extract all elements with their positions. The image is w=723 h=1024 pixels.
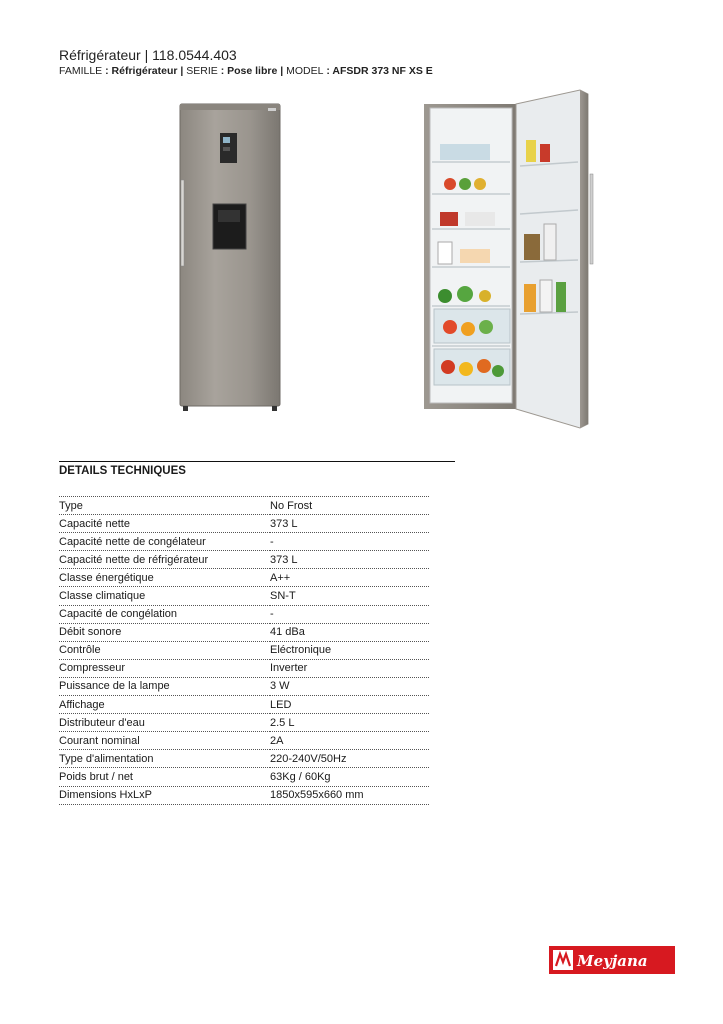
spec-row <box>59 732 429 750</box>
spec-label: Capacité nette <box>59 515 270 533</box>
spec-value: 2.5 L <box>270 714 429 732</box>
spec-row <box>59 659 429 677</box>
spec-label: Capacité nette de congélateur <box>59 533 270 551</box>
spec-value: Inverter <box>270 659 429 677</box>
spec-row <box>59 714 429 732</box>
section-divider <box>59 461 455 462</box>
brand-logo <box>549 946 675 974</box>
spec-label: Débit sonore <box>59 623 270 641</box>
spec-row <box>59 768 429 786</box>
fridge-closed-image <box>176 100 286 415</box>
spec-row <box>59 623 429 641</box>
spec-row <box>59 551 429 569</box>
serie-value: Pose libre <box>227 65 278 77</box>
model-value: AFSDR 373 NF XS E <box>332 65 433 77</box>
spec-value: 41 dBa <box>270 623 429 641</box>
spec-label: Dimensions HxLxP <box>59 786 270 804</box>
spec-value: 63Kg / 60Kg <box>270 768 429 786</box>
spec-row <box>59 677 429 695</box>
spec-value: A++ <box>270 569 429 587</box>
model-label: MODEL <box>286 65 324 77</box>
spec-row <box>59 587 429 605</box>
spec-row <box>59 605 429 623</box>
spec-value: - <box>270 533 429 551</box>
spec-label: Puissance de la lampe <box>59 677 270 695</box>
spec-value: 373 L <box>270 551 429 569</box>
spec-value: Eléctronique <box>270 641 429 659</box>
spec-row <box>59 515 429 533</box>
spec-label: Capacité de congélation <box>59 605 270 623</box>
spec-value: LED <box>270 696 429 714</box>
spec-label: Contrôle <box>59 641 270 659</box>
spec-label: Classe énergétique <box>59 569 270 587</box>
spec-label: Type d'alimentation <box>59 750 270 768</box>
spec-label: Distributeur d'eau <box>59 714 270 732</box>
spec-row <box>59 696 429 714</box>
spec-value: 1850x595x660 mm <box>270 786 429 804</box>
spec-value: 220-240V/50Hz <box>270 750 429 768</box>
spec-row <box>59 569 429 587</box>
spec-value: - <box>270 605 429 623</box>
spec-row <box>59 641 429 659</box>
spec-label: Capacité nette de réfrigérateur <box>59 551 270 569</box>
famille-label: FAMILLE <box>59 65 103 77</box>
spec-row <box>59 750 429 768</box>
spec-value: No Frost <box>270 497 429 515</box>
spec-row <box>59 497 429 515</box>
spec-value: SN-T <box>270 587 429 605</box>
serie-label: SERIE <box>186 65 218 77</box>
product-meta: FAMILLE : Réfrigérateur | SERIE : Pose libre | MODEL : AFSDR 373 NF XS E <box>59 65 433 77</box>
spec-value: 2A <box>270 732 429 750</box>
famille-value: Réfrigérateur <box>111 65 178 77</box>
spec-label: Courant nominal <box>59 732 270 750</box>
section-title: DETAILS TECHNIQUES <box>59 465 186 477</box>
fridge-open-image <box>420 84 600 429</box>
specs-table <box>59 496 429 805</box>
spec-label: Classe climatique <box>59 587 270 605</box>
brand-name: Meyjana <box>577 952 648 970</box>
page-title: Réfrigérateur | 118.0544.403 <box>59 47 237 63</box>
spec-label: Affichage <box>59 696 270 714</box>
spec-row <box>59 533 429 551</box>
spec-value: 3 W <box>270 677 429 695</box>
spec-label: Type <box>59 497 270 515</box>
spec-row <box>59 786 429 804</box>
spec-label: Compresseur <box>59 659 270 677</box>
spec-label: Poids brut / net <box>59 768 270 786</box>
spec-value: 373 L <box>270 515 429 533</box>
